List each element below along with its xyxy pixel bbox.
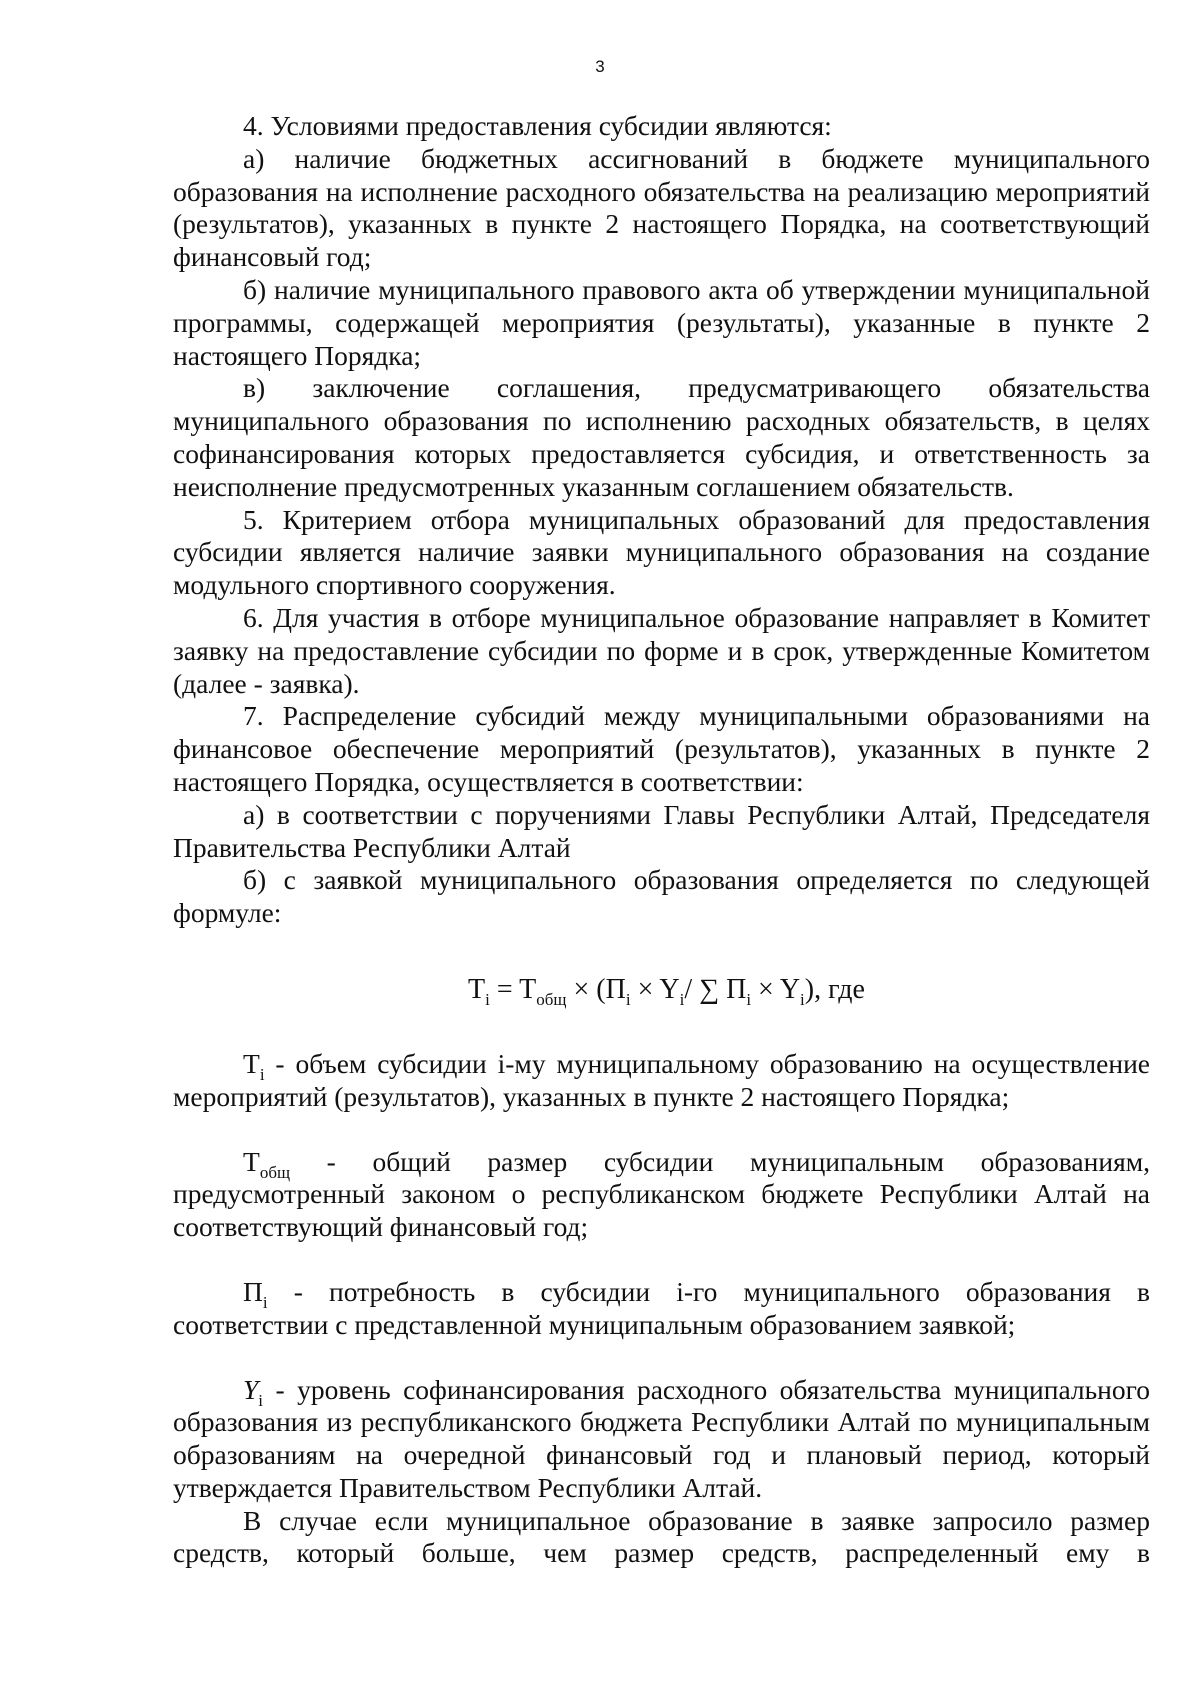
- paragraph-closing: В случае если муниципальное образование в заявке запросило размер средств, который больше, чем размер средств, распределенный ему в: [173, 1504, 1150, 1569]
- def-ti-text: - объем субсидии i-му муниципальному образованию на осуществление мероприятий (результатов), указанных в пункте 2 настоящего Порядка;: [173, 1047, 1150, 1112]
- def-ttotal-text: - общий размер субсидии муниципальным образованиям, предусмотренный законом о республиканском бюджете Республики Алтай на соответствующий финансовый год;: [173, 1145, 1150, 1243]
- document-body: [173, 110, 1150, 1570]
- formula-t-total: T: [519, 973, 537, 1005]
- def-ttotal-symbol: T: [243, 1145, 260, 1177]
- formula-times-sum: ×: [751, 973, 780, 1005]
- formula-sub-total: общ: [536, 989, 567, 1009]
- def-pi-text: - потребность в субсидии i-го муниципального образования в соответствии с представленной муниципальным образованием заявкой;: [173, 1275, 1150, 1340]
- definition-pi: [173, 1276, 1150, 1342]
- def-yi-sub: i: [258, 1390, 264, 1410]
- formula-y-sum: Y: [779, 973, 801, 1005]
- page-number: 3: [595, 57, 605, 76]
- paragraph-4b: б) наличие муниципального правового акта об утверждении муниципальной программы, содержащей мероприятия (результаты), указанные в пункте 2 настоящего Порядка;: [173, 273, 1150, 371]
- formula-p-sum: П: [726, 973, 747, 1005]
- def-ttotal-sub: общ: [259, 1162, 291, 1182]
- def-yi-text: - уровень софинансирования расходного обязательства муниципального образования из республиканского бюджета Республики Алтай по муниципальным образованиям на очередной финансовый год и плановый период, который утверждается Правительством Республики Алтай.: [173, 1373, 1150, 1503]
- definition-yi: [173, 1374, 1150, 1505]
- paragraph-7b: б) с заявкой муниципального образования определяется по следующей формуле:: [173, 864, 1150, 929]
- formula-p: П: [605, 973, 626, 1005]
- paragraph-7a: а) в соответствии с поручениями Главы Республики Алтай, Председателя Правительства Республики Алтай: [173, 798, 1150, 863]
- def-ti-sub: i: [259, 1064, 265, 1084]
- def-pi-symbol: П: [243, 1275, 263, 1307]
- formula-times-open: × (: [566, 973, 606, 1005]
- paragraph-5: 5. Критерием отбора муниципальных образований для предоставления субсидии является наличие заявки муниципального образования на создание модульного спортивного сооружения.: [173, 503, 1150, 601]
- paragraph-7: 7. Распределение субсидий между муниципальными образованиями на финансовое обеспечение мероприятий (результатов), указанных в пункте 2 настоящего Порядка, осуществляется в соответствии:: [173, 700, 1150, 797]
- formula-times: ×: [630, 973, 660, 1005]
- formula-equals: =: [489, 973, 520, 1005]
- definition-ttotal: [173, 1146, 1150, 1244]
- paragraph-4c: в) заключение соглашения, предусматривающего обязательства муниципального образования по исполнению расходных обязательств, в целях софинансирования которых предоставляется субсидия, и ответственность за неисполнение предусмотренных указанным соглашением обязательств.: [173, 372, 1150, 502]
- def-pi-sub: i: [262, 1292, 268, 1312]
- formula-divide-sum: / ∑: [684, 973, 727, 1005]
- paragraph-6: 6. Для участия в отборе муниципальное образование направляет в Комитет заявку на предоставление субсидии по форме и в срок, утвержденные Комитетом (далее - заявка).: [173, 601, 1150, 699]
- formula-sub-i-y-sum: i: [800, 989, 805, 1009]
- formula-sub-i-p: i: [625, 989, 631, 1009]
- paragraph-4a: а) наличие бюджетных ассигнований в бюджете муниципального образования на исполнение расходного обязательства на реализацию мероприятий (результатов), указанных в пункте 2 настоящего Порядка, на соответствующий финансовый год;: [173, 142, 1150, 273]
- def-ti-symbol: T: [243, 1047, 260, 1079]
- formula-sub-i-p-sum: i: [746, 989, 752, 1009]
- formula-close: ), где: [804, 973, 865, 1005]
- distribution-formula: [173, 970, 1150, 1010]
- formula-t: T: [468, 973, 486, 1005]
- formula-y: Y: [659, 973, 680, 1005]
- formula-sub-i-y: i: [679, 989, 685, 1009]
- paragraph-4: 4. Условиями предоставления субсидии являются:: [243, 110, 832, 141]
- def-yi-symbol: Y: [243, 1373, 259, 1405]
- formula-sub-i: i: [485, 989, 490, 1009]
- definition-ti: [173, 1048, 1150, 1114]
